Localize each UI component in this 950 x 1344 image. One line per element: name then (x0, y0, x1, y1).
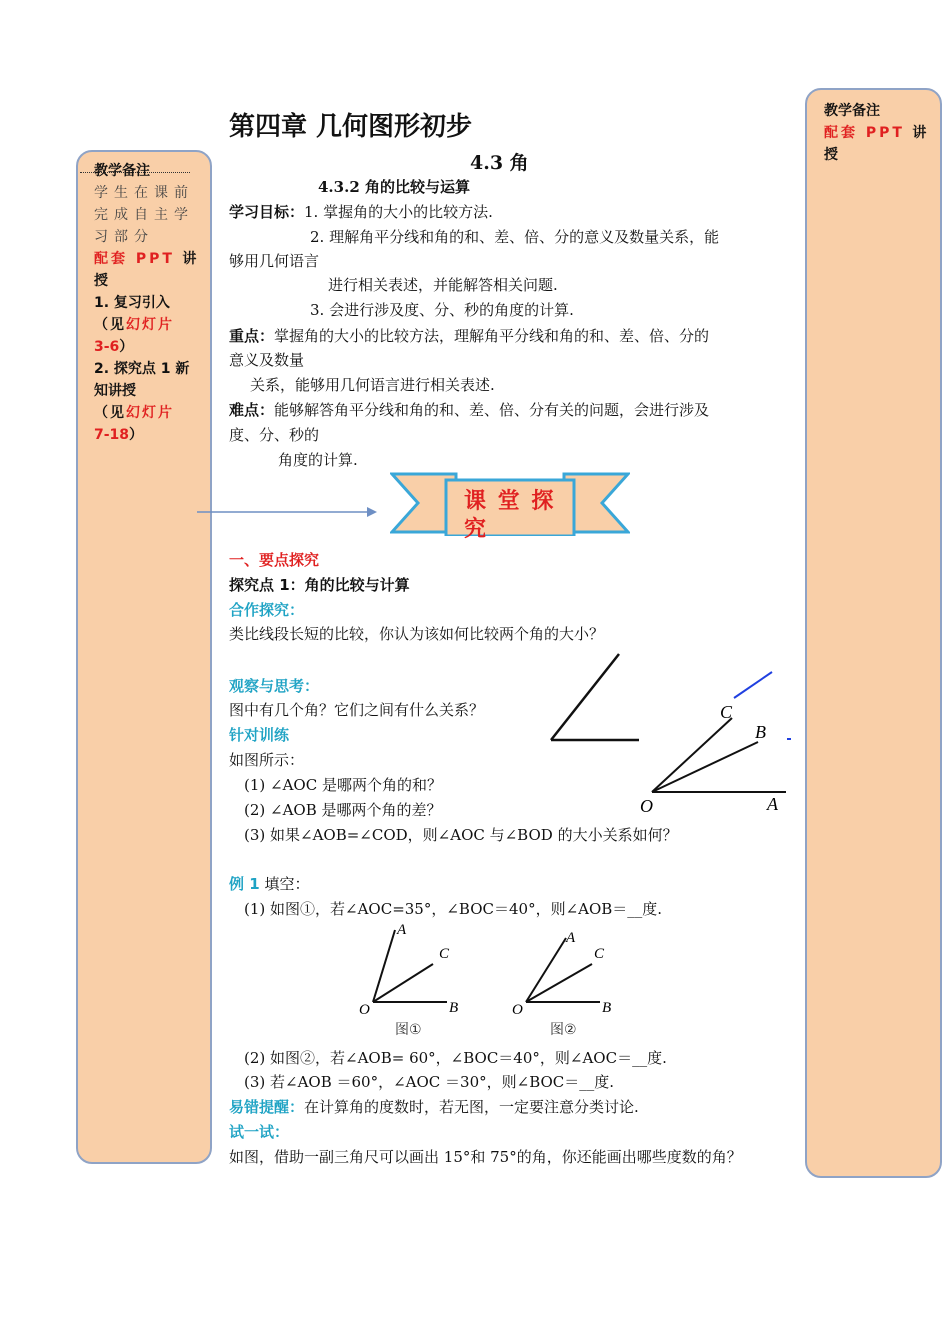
fig1-label-a: A (397, 922, 407, 938)
fig2-label-a: A (566, 930, 576, 946)
banner-text: 课 堂 探 究 (464, 489, 556, 542)
tip-text: 在计算角的度数时，若无图，一定要注意分类讨论. (304, 1098, 639, 1116)
tip-label: 易错提醒： (229, 1098, 305, 1116)
chapter-title: 第四章 几何图形初步 (229, 112, 473, 142)
right-ppt-black: 讲 (912, 125, 930, 141)
right-ppt-red: 配套 PPT (824, 125, 905, 141)
example-q2: (2) 如图②，若∠AOB= 60°，∠BOC＝40°，则∠AOC＝__度. (244, 1049, 667, 1067)
explore-title-2: 知讲授 (94, 383, 136, 399)
explore-ref (94, 402, 202, 424)
train-q2: (2) ∠AOB 是哪两个角的差？ (244, 801, 442, 819)
goal-3: 3. 会进行涉及度、分、秒的角度的计算. (310, 301, 574, 319)
review-ref-nums-line (94, 336, 202, 358)
fig1-label-b: B (449, 1000, 459, 1016)
ppt-red-text: 配套 PPT (94, 251, 175, 267)
train-label: 针对训练 (229, 726, 290, 744)
train-intro: 如图所示： (229, 751, 305, 769)
example-intro: 填空： (264, 875, 310, 893)
angle-aoc-figure (636, 666, 796, 816)
review-ref-nums: 3-6 (94, 339, 120, 355)
key-line1 (229, 324, 709, 348)
goal-2c: 进行相关表述，并能解答相关问题. (328, 276, 558, 294)
review-title: 1. 复习引入 (94, 295, 170, 311)
goals-label: 学习目标： (229, 203, 305, 221)
difficult-label: 难点： (229, 401, 275, 419)
review-ref-close: ） (119, 339, 134, 355)
example-q1: (1) 如图①，若∠AOC=35°，∠BOC＝40°，则∠AOB＝__度. (244, 900, 663, 918)
coop-question: 类比线段长短的比较，你认为该如何比较两个角的大小？ (229, 625, 605, 643)
fig1-label-c: C (439, 946, 450, 962)
key-line2: 意义及数量 (229, 351, 305, 369)
left-notes-line1: 学生在课前 (94, 185, 194, 201)
fig1-label-o: O (359, 1002, 370, 1018)
train-q3: (3) 如果∠AOB=∠COD，则∠AOC 与∠BOD 的大小关系如何？ (244, 826, 678, 844)
coop-label: 合作探究： (229, 601, 305, 619)
goal-2: 2. 理解角平分线和角的和、差、倍、分的意义及数量关系，能 (310, 228, 720, 246)
fig2-label-o: O (512, 1002, 523, 1018)
explore-ref-open: （见 (94, 405, 126, 421)
explore-ref-nums: 7-18 (94, 427, 130, 443)
fig1-caption: 图① (395, 1022, 422, 1038)
goal-2b: 够用几何语言 (229, 252, 320, 270)
goals-line1 (229, 200, 493, 224)
label-c: C (720, 702, 733, 722)
left-notes-content (94, 160, 202, 446)
right-teaching-notes (805, 88, 942, 1178)
left-notes-title: 教学备注 (94, 163, 150, 179)
difficult-line3: 角度的计算. (278, 451, 358, 469)
key-label: 重点： (229, 327, 275, 345)
left-notes-ppt-line2: 授 (94, 273, 108, 289)
right-notes-ppt-line2: 授 (824, 147, 838, 163)
difficult-line2: 度、分、秒的 (229, 426, 320, 444)
left-notes-line2: 完成自主学 (94, 207, 194, 223)
explore-ref-close: ） (129, 427, 144, 443)
right-notes-ppt (824, 122, 930, 144)
example-header (229, 872, 309, 896)
subsection-title: 4.3.2 角的比较与运算 (318, 178, 470, 196)
example-label: 例 1 (229, 875, 260, 893)
part1-heading: 一、要点探究 (229, 551, 320, 569)
connector-arrow (195, 504, 380, 520)
review-ref-red: 幻灯片 (126, 317, 174, 333)
train-q1: (1) ∠AOC 是哪两个角的和？ (244, 776, 442, 794)
review-ref (94, 314, 202, 336)
point-title: 探究点 1：角的比较与计算 (229, 576, 410, 594)
fig2-caption: 图② (550, 1022, 577, 1038)
example-figure-1 (355, 918, 475, 1040)
key-line3: 关系，能够用几何语言进行相关表述. (250, 376, 495, 394)
try-text: 如图，借助一副三角尺可以画出 15°和 75°的角，你还能画出哪些度数的角？ (229, 1148, 742, 1166)
right-notes-content (824, 100, 930, 166)
try-label: 试一试： (229, 1123, 290, 1141)
observe-label: 观察与思考： (229, 677, 320, 695)
fig2-label-b: B (602, 1000, 612, 1016)
ppt-black-text: 讲 (182, 251, 200, 267)
fig2-label-c: C (594, 946, 605, 962)
explore-title-1: 2. 探究点 1 新 (94, 361, 190, 377)
difficult-line1 (229, 398, 709, 422)
example-q3: (3) 若∠AOB ＝60°，∠AOC ＝30°，则∠BOC＝__度. (244, 1073, 615, 1091)
goal-1: 1. 掌握角的大小的比较方法. (304, 203, 493, 221)
simple-angle-figure (545, 650, 645, 746)
label-b: B (755, 722, 766, 742)
explore-ref-red: 幻灯片 (126, 405, 174, 421)
review-ref-open: （见 (94, 317, 126, 333)
label-a: A (767, 794, 778, 814)
key-text1: 掌握角的大小的比较方法，理解角平分线和角的和、差、倍、分的 (274, 327, 710, 345)
observe-question: 图中有几个角？它们之间有什么关系？ (229, 701, 485, 719)
section-title: 4.3 角 (470, 152, 529, 174)
difficult-text1: 能够解答角平分线和角的和、差、倍、分有关的问题，会进行涉及 (274, 401, 710, 419)
tip-line (229, 1095, 639, 1119)
label-o: O (640, 796, 653, 816)
explore-ref-nums-line (94, 424, 202, 446)
left-notes-ppt (94, 248, 202, 270)
right-notes-title: 教学备注 (824, 103, 880, 119)
example-figure-2 (508, 918, 628, 1040)
left-notes-line3: 习部分 (94, 229, 154, 245)
